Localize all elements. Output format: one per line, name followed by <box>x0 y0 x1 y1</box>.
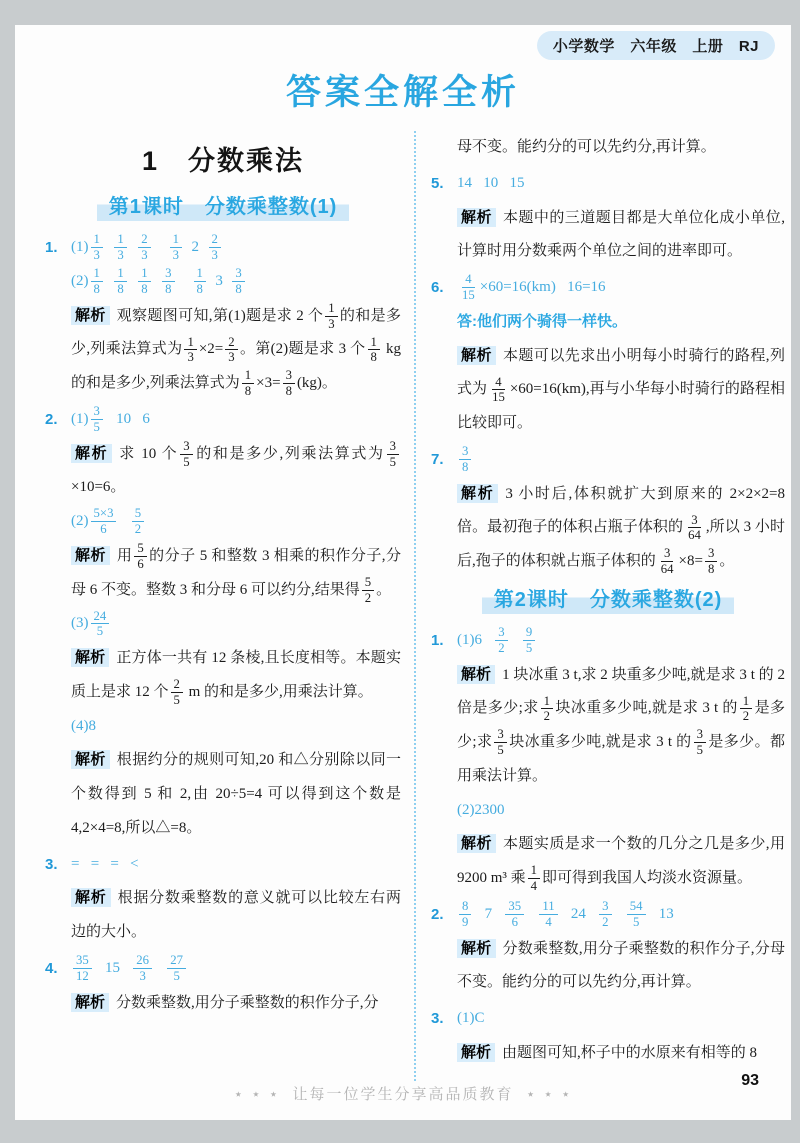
fraction: $\frac{35}{12}$ <box>73 953 92 983</box>
analysis-label: 解析 <box>71 888 111 907</box>
workbook-page <box>15 25 791 1120</box>
item-answers <box>457 1002 785 1036</box>
item-number: 1. <box>431 631 444 649</box>
lesson-header <box>431 583 785 614</box>
edition-badge: 小学数学 六年级 上册 RJ <box>537 31 775 60</box>
fraction: $\frac{1}{3}$ <box>91 232 103 262</box>
fraction: $\frac{2}{3}$ <box>138 232 150 262</box>
item-number: 4. <box>45 959 58 977</box>
analysis-label: 解析 <box>71 648 109 667</box>
item-answers <box>71 231 401 299</box>
item-answers <box>457 443 785 477</box>
fraction: $\frac{4}{15}$ <box>492 374 505 405</box>
analysis-label: 解析 <box>457 346 496 365</box>
answer-item <box>431 1002 785 1036</box>
analysis-paragraph: 解析 正方体一共有 12 条棱,且长度相等。本题实质上是求 12 个 $\frac{2}{5}$ m 的和是多少,用乘法计算。 <box>71 649 401 707</box>
answer-line: (3) $\frac{24}{5}$ <box>71 607 401 641</box>
fraction: $\frac{1}{2}$ <box>541 694 553 724</box>
fraction: $\frac{3}{5}$ <box>387 439 399 469</box>
answer-line: $\frac{35}{12}$ 15 $\frac{26}{3}$ $\frac{27}{5}$ <box>71 952 401 986</box>
analysis-paragraph: 解析 本题可以先求出小明每小时骑行的路程,列式为 $\frac{4}{15}$ ×60=16(km),再与小华每小时骑行的路程相比较即可。 <box>457 346 785 431</box>
fraction: $\frac{4}{15}$ <box>462 272 475 303</box>
fraction: $\frac{35}{6}$ <box>505 899 524 929</box>
analysis-paragraph: 解析 求 10 个 $\frac{3}{5}$ 的和是多少,列乘法算式为 $\frac{3}{5}$ ×10=6。 <box>71 437 401 506</box>
fraction: $\frac{1}{8}$ <box>242 368 254 398</box>
right-column <box>416 131 785 1081</box>
item-number: 2. <box>431 905 444 923</box>
fraction: $\frac{27}{5}$ <box>167 953 186 983</box>
item-answers <box>71 952 401 986</box>
item-number: 5. <box>431 174 444 192</box>
answer-line: (1)6 $\frac{3}{2}$ $\frac{9}{5}$ <box>457 624 785 658</box>
analysis-label: 解析 <box>457 939 496 958</box>
fraction: $\frac{3}{5}$ <box>91 404 103 434</box>
analysis-paragraph: 解析 分数乘整数,用分子乘整数的积作分子,分 <box>71 986 401 1021</box>
fraction: $\frac{26}{3}$ <box>133 953 152 983</box>
answer-line: 14 10 15 <box>457 174 525 191</box>
lesson-header-text: 第1课时 分数乘整数(1) <box>97 190 350 221</box>
analysis-label: 解析 <box>71 306 110 325</box>
fraction: $\frac{2}{3}$ <box>225 335 237 365</box>
analysis-label: 解析 <box>457 665 495 684</box>
fraction: $\frac{1}{3}$ <box>114 232 126 262</box>
answer-item <box>431 443 785 477</box>
answer-item <box>45 848 401 882</box>
item-number: 6. <box>431 279 444 296</box>
analysis-paragraph: 解析 1 块冰重 3 t,求 2 块重多少吨,就是求 3 t 的 2 倍是多少;求 $\frac{1}{2}$ 块冰重多少吨,就是求 3 t 的 $\frac{1}{2}$ 是多少;求 $\frac{3}{5}$ 块冰重多少吨,就是求 3 t 的 $\frac{3}{5}$ 是多少。都用乘法计算。 <box>457 665 785 784</box>
item-answers <box>71 403 401 437</box>
item-number: 3. <box>431 1010 444 1027</box>
answer-item <box>431 624 785 658</box>
fraction: $\frac{3}{2}$ <box>599 899 611 929</box>
fraction: $\frac{1}{3}$ <box>325 301 337 331</box>
fraction: $\frac{5\times 3}{6}$ <box>91 506 117 536</box>
item-number: 7. <box>431 450 444 468</box>
analysis-label: 解析 <box>71 546 110 565</box>
fraction: $\frac{1}{8}$ <box>194 266 206 296</box>
analysis-paragraph: 解析 本题中的三道题目都是大单位化成小单位,计算时用分数乘两个单位之间的进率即可。 <box>457 208 785 260</box>
item-number: 1. <box>45 239 58 256</box>
answer-line: (2) $\frac{1}{8}$ $\frac{1}{8}$ $\frac{1}{8}$ $\frac{3}{8}$ $\frac{1}{8}$ 3 $\frac{3}{8}$ <box>71 265 401 299</box>
answer-line: = = = < <box>71 855 139 872</box>
fraction: $\frac{8}{9}$ <box>459 899 471 929</box>
answer-line <box>457 443 785 477</box>
fraction: $\frac{1}{8}$ <box>368 335 380 365</box>
fraction: $\frac{3}{8}$ <box>459 444 471 474</box>
fraction: $\frac{3}{8}$ <box>232 266 244 296</box>
answer-content <box>15 131 791 1081</box>
answer-line: (1) $\frac{3}{5}$ 10 6 <box>71 404 150 434</box>
lesson-header <box>45 190 401 221</box>
analysis-paragraph: 解析 本题实质是求一个数的几分之几是多少,用 9200 m³ 乘 $\frac{1}{4}$ 即可得到我国人均淡水资源量。 <box>457 835 785 894</box>
continuation-paragraph: 母不变。能约分的可以先约分,再计算。 <box>457 139 716 155</box>
answer-line: (1)C <box>457 1010 485 1026</box>
analysis-label: 解析 <box>457 1043 495 1062</box>
answer-item <box>431 898 785 932</box>
item-number: 3. <box>45 855 58 873</box>
item-answers <box>457 624 785 658</box>
answer-line: (2)2300 <box>457 801 505 818</box>
answer-item <box>45 952 401 986</box>
item-answers <box>457 271 785 305</box>
fraction: $\frac{1}{4}$ <box>528 863 540 893</box>
footer-slogan: ⋆ ⋆ ⋆ 让每一位学生分享高品质教育 ⋆ ⋆ ⋆ <box>233 1086 573 1103</box>
fraction: $\frac{5}{6}$ <box>134 541 146 571</box>
answer-item <box>45 403 401 437</box>
analysis-label: 解析 <box>71 993 109 1012</box>
fraction: $\frac{9}{5}$ <box>523 625 535 655</box>
answer-item <box>45 231 401 299</box>
fraction: $\frac{24}{5}$ <box>91 609 110 639</box>
analysis-label: 解析 <box>457 484 498 503</box>
analysis-paragraph: 解析 观察题图可知,第(1)题是求 2 个 $\frac{1}{3}$ 的和是多少,列乘法算式为 $\frac{1}{3}$ ×2= $\frac{2}{3}$ 。第(2)题是求 3 个 $\frac{1}{8}$ kg的和是多少,列乘法算式为 $\frac{1}{8}$ ×3= $\frac{3}{8}$ (kg)。 <box>71 300 401 399</box>
reply-line: 答:他们两个骑得一样快。 <box>457 312 627 330</box>
fraction: $\frac{2}{5}$ <box>171 677 183 707</box>
analysis-paragraph: 解析 根据分数乘整数的意义就可以比较左右两边的大小。 <box>71 889 401 940</box>
lesson-header-text: 第2课时 分数乘整数(2) <box>482 583 735 614</box>
analysis-paragraph: 解析 由题图可知,杯子中的水原来有相等的 8 <box>457 1036 785 1071</box>
analysis-label: 解析 <box>71 750 110 769</box>
page-title: 答案全解全析 <box>285 73 520 112</box>
fraction: $\frac{1}{2}$ <box>740 694 752 724</box>
page-number: 93 <box>741 1072 759 1089</box>
analysis-paragraph: 解析 3 小时后,体积就扩大到原来的 2×2×2=8 倍。最初孢子的体积占瓶子体积的 $\frac{3}{64}$ ,所以 3 小时后,孢子的体积就占瓶子体积的 $\frac{3}{64}$ ×8= $\frac{3}{8}$ 。 <box>457 484 785 577</box>
fraction: $\frac{3}{8}$ <box>162 266 174 296</box>
analysis-paragraph: 解析 用 $\frac{5}{6}$ 的分子 5 和整数 3 相乘的积作分子,分母 6 不变。整数 3 和分母 6 可以约分,结果得 $\frac{5}{2}$ 。 <box>71 541 401 605</box>
fraction: $\frac{1}{3}$ <box>170 232 182 262</box>
fraction: $\frac{3}{64}$ <box>688 512 701 543</box>
item-number: 2. <box>45 410 58 428</box>
fraction: $\frac{3}{64}$ <box>660 546 674 577</box>
answer-line: $\frac{4}{15}$ ×60=16(km) 16=16 <box>457 271 785 305</box>
answer-line: (1) $\frac{1}{3}$ $\frac{1}{3}$ $\frac{2}{3}$ $\frac{1}{3}$ 2 $\frac{2}{3}$ <box>71 231 401 265</box>
fraction: $\frac{5}{2}$ <box>132 506 144 536</box>
fraction: $\frac{2}{3}$ <box>209 232 221 262</box>
fraction: $\frac{3}{5}$ <box>180 439 192 469</box>
item-answers <box>457 167 785 201</box>
analysis-paragraph: 解析 分数乘整数,用分子乘整数的积作分子,分母不变。能约分的可以先约分,再计算。 <box>457 939 785 991</box>
fraction: $\frac{3}{8}$ <box>283 368 295 398</box>
analysis-paragraph: 解析 根据约分的规则可知,20 和△分别除以同一个数得到 5 和 2,由 20÷5=4 可以得到这个数是 4,2×4=8,所以△=8。 <box>71 751 401 836</box>
analysis-label: 解析 <box>71 444 112 463</box>
fraction: $\frac{1}{3}$ <box>184 335 196 365</box>
item-answers <box>457 898 785 932</box>
fraction: $\frac{5}{2}$ <box>362 575 374 605</box>
left-column <box>45 131 416 1081</box>
analysis-label: 解析 <box>457 208 496 227</box>
fraction: $\frac{1}{8}$ <box>114 266 126 296</box>
chapter-title: 1 分数乘法 <box>141 146 305 176</box>
analysis-label: 解析 <box>457 834 496 853</box>
answer-line: (4)8 <box>71 717 96 734</box>
item-answers <box>71 848 401 882</box>
answer-item <box>431 271 785 305</box>
answer-item <box>431 167 785 201</box>
fraction: $\frac{54}{5}$ <box>627 899 646 929</box>
fraction: $\frac{3}{8}$ <box>705 546 717 576</box>
fraction: $\frac{11}{4}$ <box>539 899 557 929</box>
fraction: $\frac{3}{2}$ <box>495 625 507 655</box>
answer-line: $\frac{8}{9}$ 7 $\frac{35}{6}$ $\frac{11}{4}$ 24 $\frac{3}{2}$ $\frac{54}{5}$ 13 <box>457 898 785 932</box>
answer-line: (2) $\frac{5\times 3}{6}$ $\frac{5}{2}$ <box>71 505 401 539</box>
fraction: $\frac{3}{5}$ <box>694 727 706 757</box>
fraction: $\frac{1}{8}$ <box>138 266 150 296</box>
fraction: $\frac{3}{5}$ <box>494 727 506 757</box>
fraction: $\frac{1}{8}$ <box>91 266 103 296</box>
